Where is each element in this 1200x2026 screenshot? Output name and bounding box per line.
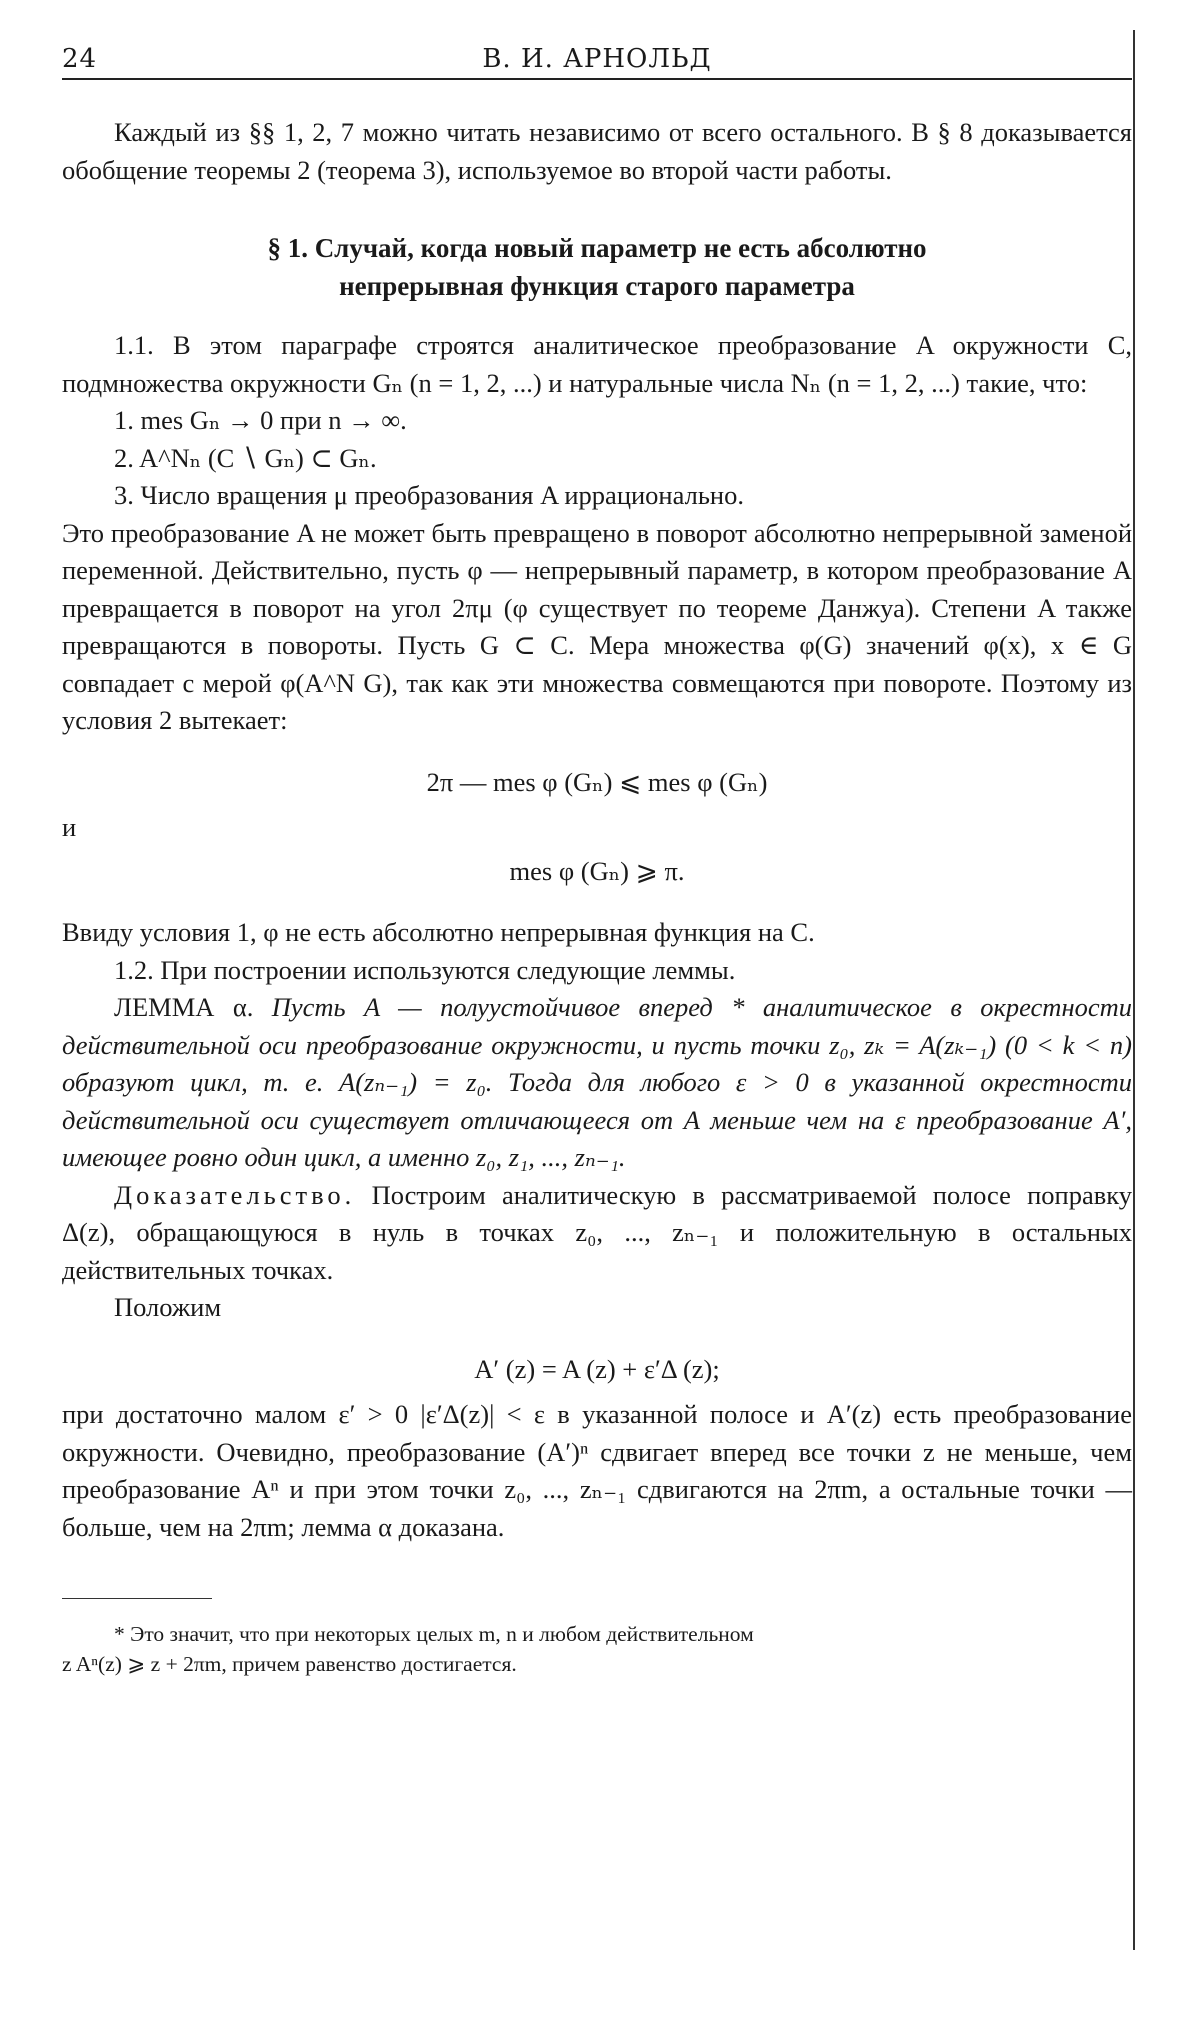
section-title: [62, 229, 1132, 305]
condition-2: 2. A^Nₙ (C ∖ Gₙ) ⊂ Gₙ.: [62, 440, 1132, 478]
footnote-rule: [62, 1598, 212, 1599]
page-header: [62, 38, 1132, 78]
footnote-line-1: * Это значит, что при некоторых целых m, n и любом действительном: [62, 1619, 1132, 1649]
lemma-statement: Пусть A — полуустойчивое вперед * аналитическое в окрестности действительной оси преобразование окружности, и пусть точки z₀, zₖ = A(zₖ₋₁) (0 < k < n) образуют цикл, т. е. A(zₙ₋₁) = z₀. Тогда для любого ε > 0 в указанной окрестности действительной оси существует отличающееся от A меньше чем на ε преобразование A′, имеющее ровно один цикл, а именно z₀, z₁, ..., zₙ₋₁.: [62, 992, 1132, 1172]
page-edge-line: [1133, 30, 1135, 1950]
formula-definition: A′ (z) = A (z) + ε′Δ (z);: [62, 1351, 1132, 1389]
paragraph-1-1: 1.1. В этом параграфе строятся аналитическое преобразование A окружности C, подмножества окружности Gₙ (n = 1, 2, ...) и натуральные числа Nₙ (n = 1, 2, ...) такие, что:: [62, 327, 1132, 402]
page-body: [62, 114, 1132, 1679]
paragraph-conclusion: Ввиду условия 1, φ не есть абсолютно непрерывная функция на C.: [62, 914, 1132, 952]
intro-paragraph: Каждый из §§ 1, 2, 7 можно читать независимо от всего остального. В § 8 доказывается обобщение теоремы 2 (теорема 3), используемое во второй части работы.: [62, 114, 1132, 189]
paragraph-final: при достаточно малом ε′ > 0 |ε′Δ(z)| < ε в указанной полосе и A′(z) есть преобразование окружности. Очевидно, преобразование (A′)ⁿ сдвигает вперед все точки z не меньше, чем преобразование Aⁿ и при этом точки z₀, ..., zₙ₋₁ сдвигаются на 2πm, а остальные точки — больше, чем на 2πm; лемма α доказана.: [62, 1396, 1132, 1546]
book-page: [0, 0, 1200, 2026]
page-number: 24: [62, 44, 97, 74]
section-title-line-2: непрерывная функция старого параметра: [62, 267, 1132, 305]
paragraph-conversion: Это преобразование A не может быть превращено в поворот абсолютно непрерывной заменой переменной. Действительно, пусть φ — непрерывный параметр, в котором преобразование A превращается в поворот на угол 2πμ (φ существует по теореме Данжуа). Степени A также превращаются в повороты. Пусть G ⊂ C. Мера множества φ(G) значений φ(x), x ∈ G совпадает с мерой φ(A^N G), так как эти множества совмещаются при повороте. Поэтому из условия 2 вытекает:: [62, 515, 1132, 740]
formula-conjunction: и: [62, 809, 1132, 847]
condition-3: 3. Число вращения μ преобразования A иррационально.: [62, 477, 1132, 515]
proof-paragraph: [62, 1177, 1132, 1290]
formula-inequality-2: mes φ (Gₙ) ⩾ π.: [62, 853, 1132, 891]
running-title: В. И. АРНОЛЬД: [62, 44, 1132, 74]
lemma-alpha: [62, 989, 1132, 1177]
paragraph-put: Положим: [62, 1289, 1132, 1327]
proof-text: Построим аналитическую в рассматриваемой полосе поправку Δ(z), обращающуюся в нуль в точках z₀, ..., zₙ₋₁ и положительную в остальных действительных точках.: [62, 1180, 1132, 1285]
proof-label: Доказательство.: [114, 1180, 355, 1210]
section-title-line-1: § 1. Случай, когда новый параметр не есть абсолютно: [62, 229, 1132, 267]
paragraph-1-2: 1.2. При построении используются следующие леммы.: [62, 952, 1132, 990]
footnote-line-2: z Aⁿ(z) ⩾ z + 2πm, причем равенство достигается.: [62, 1649, 1132, 1679]
formula-inequality-1: 2π — mes φ (Gₙ) ⩽ mes φ (Gₙ): [62, 764, 1132, 802]
header-rule: [62, 78, 1132, 80]
condition-1: 1. mes Gₙ → 0 при n → ∞.: [62, 402, 1132, 440]
lemma-label: ЛЕММА α.: [114, 992, 253, 1022]
